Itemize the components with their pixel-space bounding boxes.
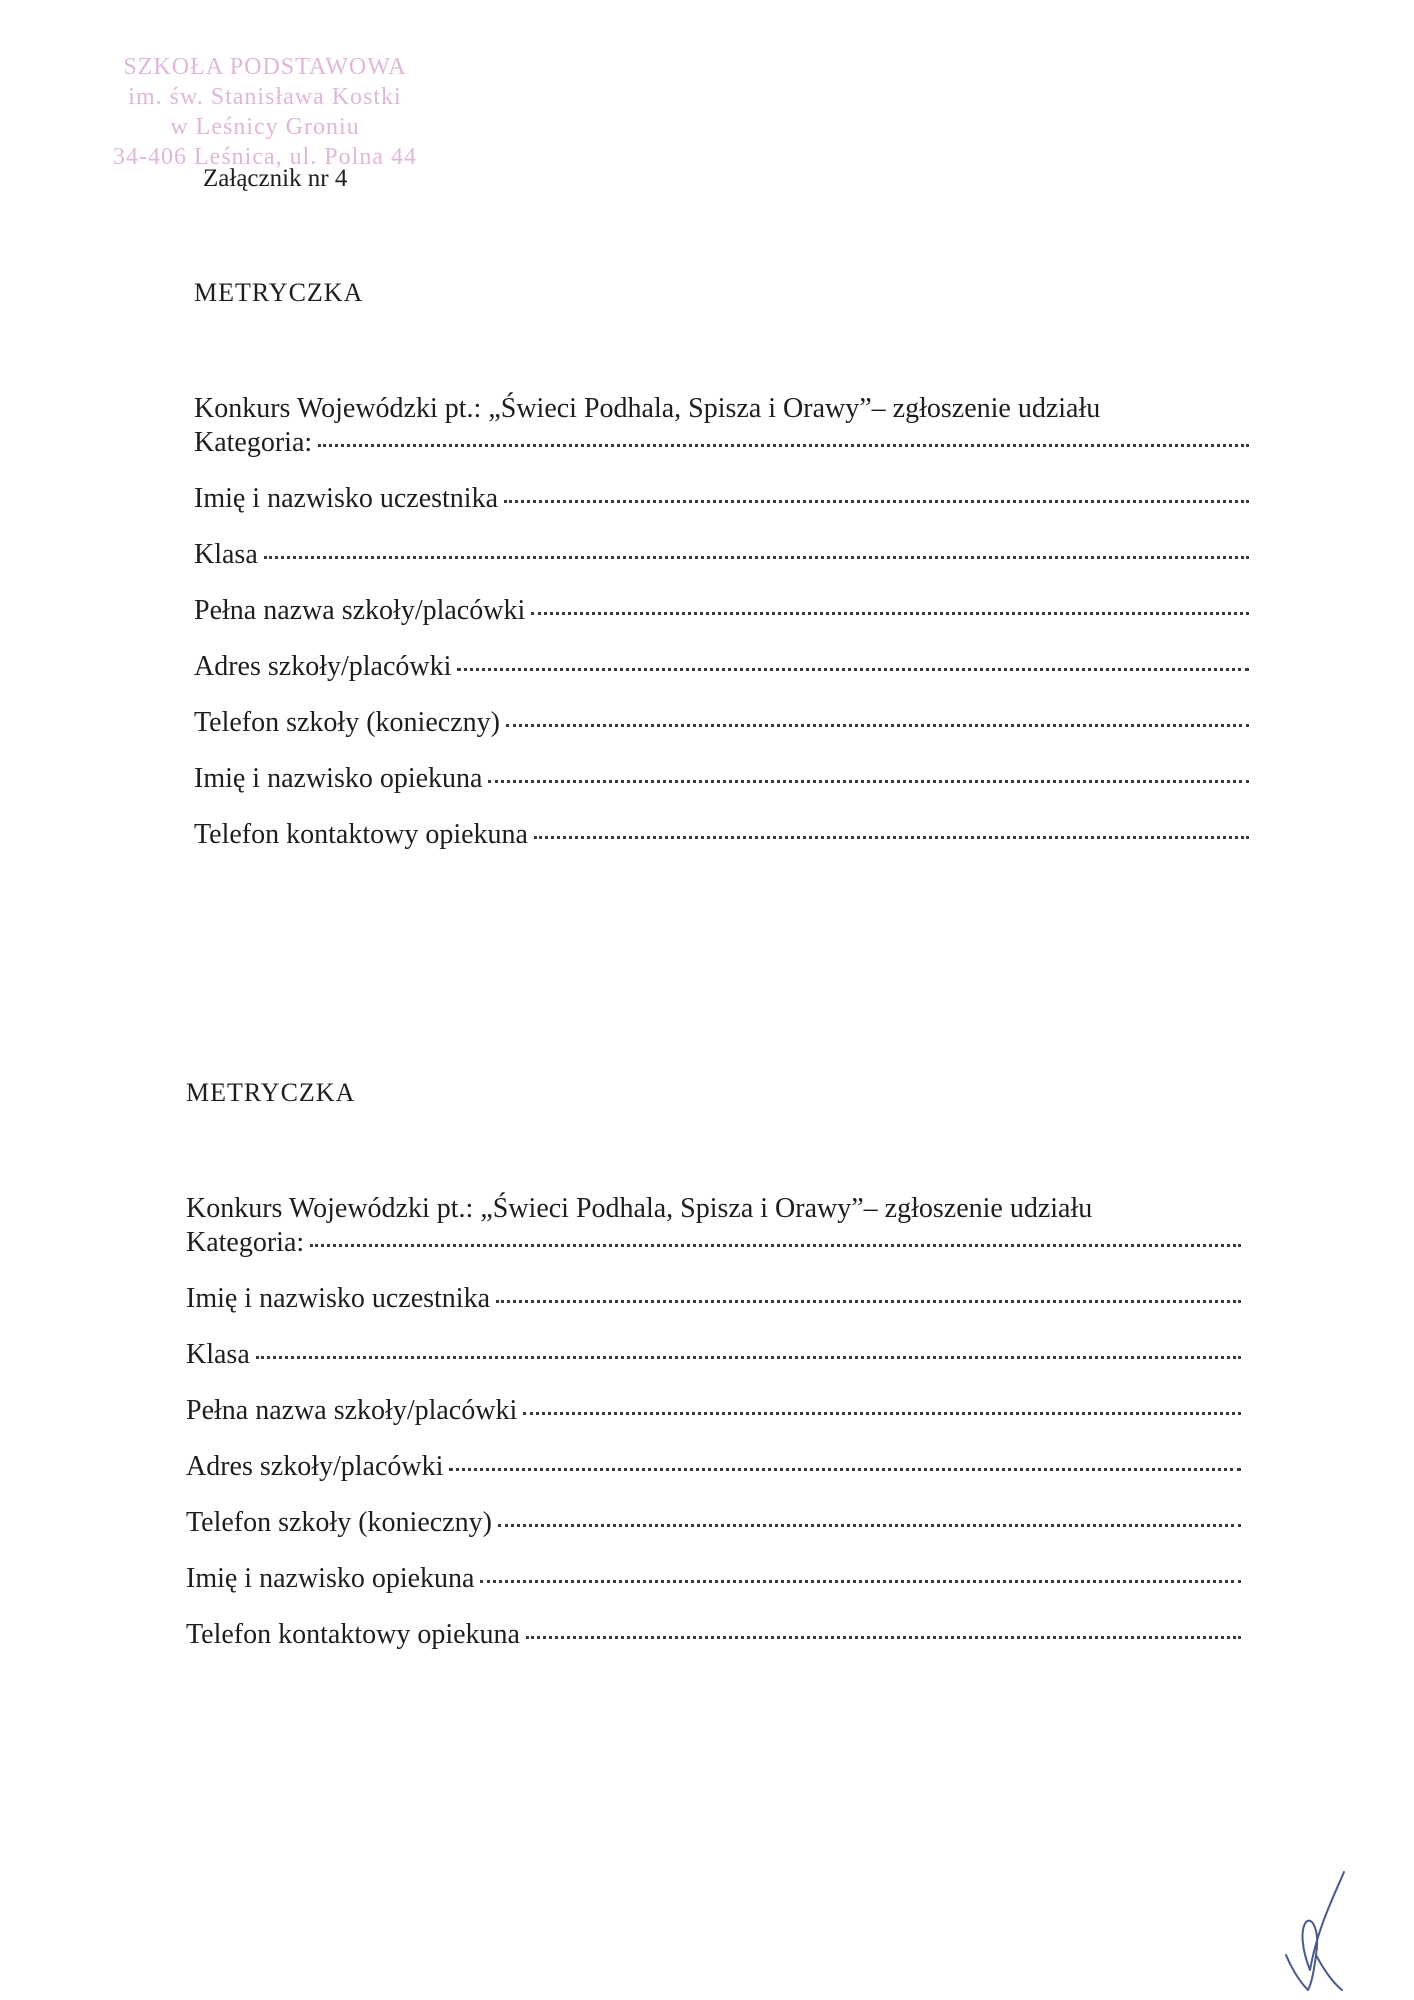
fill-in-dotted-line[interactable]: [504, 500, 1249, 503]
handwritten-signature-icon: [1272, 1870, 1372, 1995]
field-guardian-phone[interactable]: [194, 818, 1249, 852]
stamp-line: SZKOŁA PODSTAWOWA: [123, 54, 407, 80]
field-participant-name[interactable]: [194, 482, 1249, 516]
field-school-phone[interactable]: [186, 1506, 1241, 1540]
field-guardian-phone[interactable]: [186, 1618, 1241, 1652]
form-title: METRYCZKA: [186, 1078, 356, 1107]
field-school-address[interactable]: [194, 650, 1249, 684]
field-label: Imię i nazwisko opiekuna: [194, 763, 483, 794]
field-label: Imię i nazwisko opiekuna: [186, 1563, 475, 1594]
fill-in-dotted-line[interactable]: [523, 1412, 1241, 1415]
fill-in-dotted-line[interactable]: [457, 668, 1249, 671]
metryczka-form-2: [186, 1078, 1246, 1652]
field-guardian-name[interactable]: [194, 762, 1249, 796]
field-label: Telefon kontaktowy opiekuna: [194, 819, 528, 850]
metryczka-form-1: [194, 278, 1254, 852]
fill-in-dotted-line[interactable]: [531, 612, 1249, 615]
field-guardian-name[interactable]: [186, 1562, 1241, 1596]
fill-in-dotted-line[interactable]: [526, 1636, 1241, 1639]
stamp-line: 34-406 Leśnica, ul. Polna 44: [113, 144, 417, 170]
field-category[interactable]: [194, 426, 1249, 460]
contest-title: Konkurs Wojewódzki pt.: „Świeci Podhala, Spisza i Orawy”– zgłoszenie udziału: [186, 1193, 1093, 1224]
form-title: METRYCZKA: [194, 278, 364, 307]
fill-in-dotted-line[interactable]: [449, 1468, 1241, 1471]
field-school-phone[interactable]: [194, 706, 1249, 740]
field-label: Klasa: [186, 1339, 250, 1370]
annex-number: Załącznik nr 4: [203, 165, 348, 192]
fill-in-dotted-line[interactable]: [496, 1300, 1241, 1303]
fill-in-dotted-line[interactable]: [506, 724, 1249, 727]
field-participant-name[interactable]: [186, 1282, 1241, 1316]
field-label: Pełna nazwa szkoły/placówki: [194, 595, 526, 626]
fill-in-dotted-line[interactable]: [480, 1580, 1241, 1583]
fill-in-dotted-line[interactable]: [488, 780, 1249, 783]
field-label: Imię i nazwisko uczestnika: [194, 483, 499, 514]
field-label: Adres szkoły/placówki: [194, 651, 452, 682]
fill-in-dotted-line[interactable]: [318, 444, 1249, 447]
field-school-full-name[interactable]: [194, 594, 1249, 628]
contest-title: Konkurs Wojewódzki pt.: „Świeci Podhala, Spisza i Orawy”– zgłoszenie udziału: [194, 393, 1101, 424]
field-class[interactable]: [194, 538, 1249, 572]
fill-in-dotted-line[interactable]: [310, 1244, 1241, 1247]
fill-in-dotted-line[interactable]: [534, 836, 1249, 839]
field-school-full-name[interactable]: [186, 1394, 1241, 1428]
field-category[interactable]: [186, 1226, 1241, 1260]
fill-in-dotted-line[interactable]: [498, 1524, 1241, 1527]
field-label: Telefon szkoły (konieczny): [194, 707, 500, 738]
field-class[interactable]: [186, 1338, 1241, 1372]
field-school-address[interactable]: [186, 1450, 1241, 1484]
field-label: Telefon szkoły (konieczny): [186, 1507, 492, 1538]
field-label: Kategoria:: [194, 427, 313, 458]
fill-in-dotted-line[interactable]: [264, 556, 1249, 559]
school-stamp: [100, 52, 430, 172]
field-label: Klasa: [194, 539, 258, 570]
stamp-line: im. św. Stanisława Kostki: [128, 84, 402, 110]
field-label: Kategoria:: [186, 1227, 305, 1258]
stamp-line: w Leśnicy Groniu: [170, 114, 360, 140]
field-label: Pełna nazwa szkoły/placówki: [186, 1395, 518, 1426]
fill-in-dotted-line[interactable]: [256, 1356, 1241, 1359]
field-label: Telefon kontaktowy opiekuna: [186, 1619, 520, 1650]
field-label: Imię i nazwisko uczestnika: [186, 1283, 491, 1314]
field-label: Adres szkoły/placówki: [186, 1451, 444, 1482]
